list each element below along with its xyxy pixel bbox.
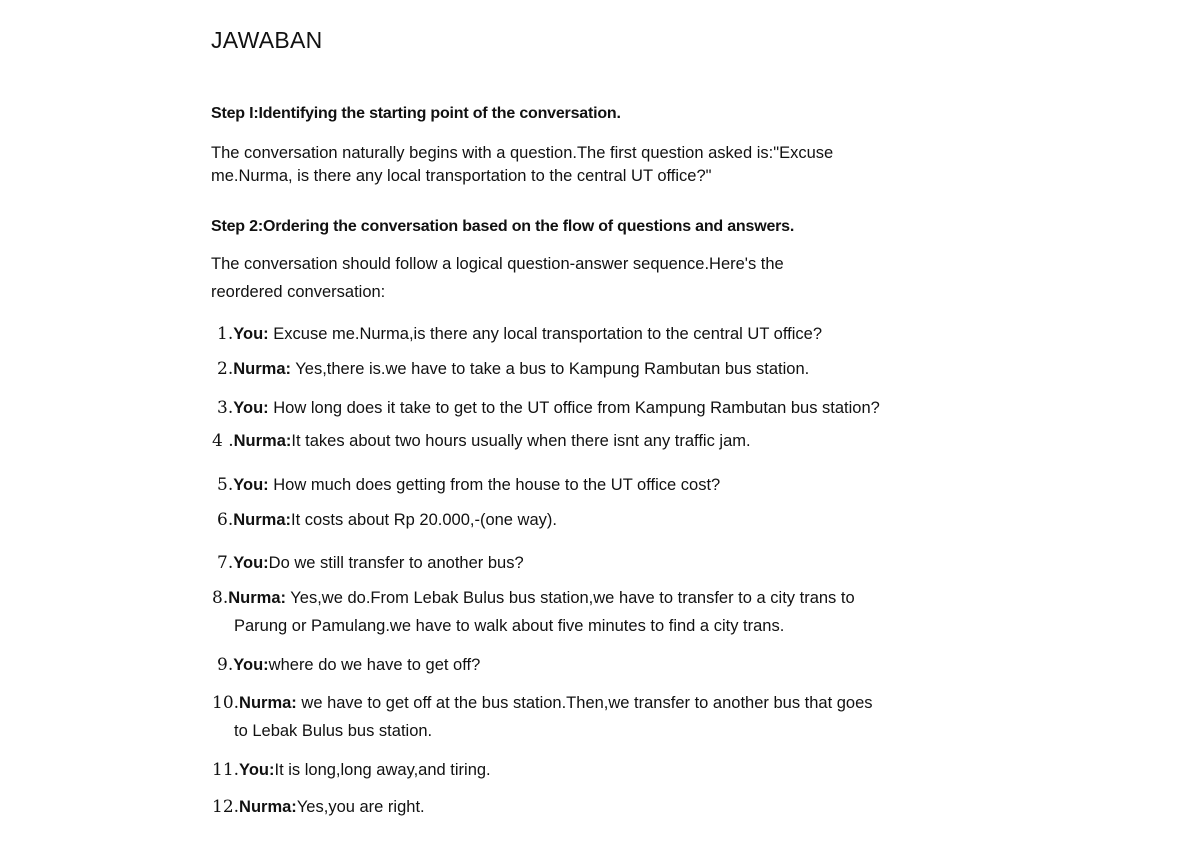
conversation-item xyxy=(212,427,751,455)
item-number: 7. xyxy=(217,553,234,573)
item-text: we have to get off at the bus station.Then,we transfer to another bus that goes xyxy=(296,694,873,712)
item-text: It costs about Rp 20.000,-(one way). xyxy=(291,511,557,529)
step2-line: The conversation should follow a logical question-answer sequence.Here's the xyxy=(211,255,784,273)
conversation-item xyxy=(212,793,425,821)
step2-heading: Step 2:Ordering the conversation based on the flow of questions and answers. xyxy=(211,218,795,235)
item-text: Yes,there is.we have to take a bus to Kampung Rambutan bus station. xyxy=(291,360,810,378)
speaker-label: You: xyxy=(233,656,269,674)
item-continuation: to Lebak Bulus bus station. xyxy=(234,722,433,740)
speaker-label: Nurma: xyxy=(233,360,291,378)
conversation-item xyxy=(217,394,880,422)
speaker-label: You: xyxy=(233,554,269,572)
item-number: 1. xyxy=(217,324,234,344)
step2-paragraph xyxy=(211,250,784,306)
conversation-item xyxy=(217,651,480,679)
item-continuation: Parung or Pamulang.we have to walk about five minutes to find a city trans. xyxy=(234,617,785,635)
item-text: Yes,you are right. xyxy=(296,798,425,816)
item-number: 8. xyxy=(212,588,229,608)
conversation-item xyxy=(212,689,873,745)
conversation-item xyxy=(217,355,809,383)
item-text: It is long,long away,and tiring. xyxy=(274,761,491,779)
item-text: Yes,we do.From Lebak Bulus bus station,we have to transfer to a city trans to xyxy=(286,589,855,607)
speaker-label: Nurma: xyxy=(233,511,291,529)
speaker-label: You: xyxy=(233,399,269,417)
item-number: 3. xyxy=(217,398,234,418)
speaker-label: Nurma: xyxy=(239,798,297,816)
document-title: JAWABAN xyxy=(211,27,323,53)
item-number: 2. xyxy=(217,359,234,379)
conversation-item xyxy=(217,320,822,348)
speaker-label: Nurma: xyxy=(233,432,292,450)
speaker-label: You: xyxy=(233,476,269,494)
step1-paragraph xyxy=(211,142,833,188)
item-number: 4 . xyxy=(212,431,234,451)
conversation-item xyxy=(212,756,491,784)
step1-line: The conversation naturally begins with a question.The first question asked is:"Excuse xyxy=(211,144,834,162)
conversation-item xyxy=(212,584,855,640)
speaker-label: Nurma: xyxy=(228,589,286,607)
conversation-item xyxy=(217,471,720,499)
step1-line: me.Nurma, is there any local transportation to the central UT office?" xyxy=(211,167,712,185)
document-page xyxy=(211,0,971,849)
item-text: Excuse me.Nurma,is there any local transportation to the central UT office? xyxy=(268,325,822,343)
item-number: 9. xyxy=(217,655,234,675)
item-text: How much does getting from the house to the UT office cost? xyxy=(268,476,721,494)
speaker-label: You: xyxy=(233,325,269,343)
step2-line: reordered conversation: xyxy=(211,283,386,301)
item-text: It takes about two hours usually when there isnt any traffic jam. xyxy=(291,432,751,450)
item-text: How long does it take to get to the UT office from Kampung Rambutan bus station? xyxy=(268,399,880,417)
item-number: 6. xyxy=(217,510,234,530)
item-number: 12. xyxy=(212,797,240,817)
step1-heading: Step I:Identifying the starting point of the conversation. xyxy=(211,105,621,122)
item-text: Do we still transfer to another bus? xyxy=(268,554,524,572)
speaker-label: You: xyxy=(239,761,275,779)
conversation-item xyxy=(217,549,524,577)
item-number: 11. xyxy=(212,760,240,780)
item-text: where do we have to get off? xyxy=(268,656,481,674)
speaker-label: Nurma: xyxy=(239,694,297,712)
conversation-item xyxy=(217,506,557,534)
item-number: 5. xyxy=(217,475,234,495)
item-number: 10. xyxy=(212,693,240,713)
